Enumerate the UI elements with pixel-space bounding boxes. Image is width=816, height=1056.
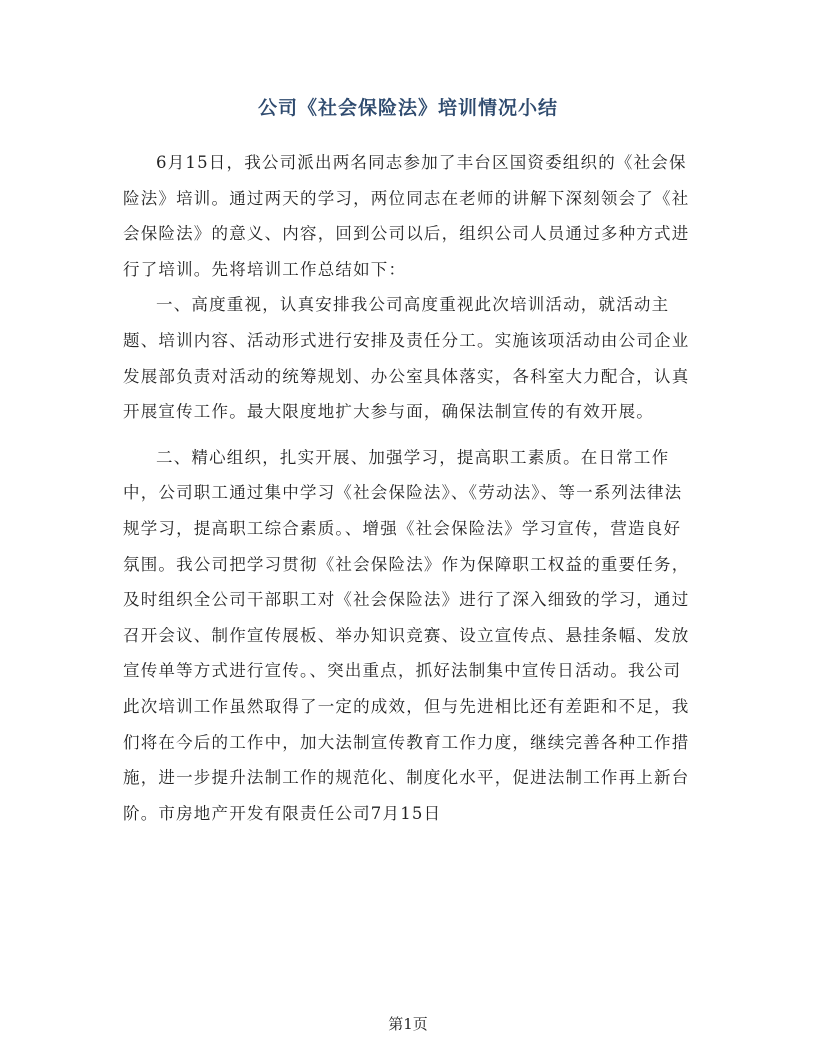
page-number: 第1页: [388, 1015, 428, 1033]
document-body: [123, 145, 698, 831]
paragraph-intro: 6月15日，我公司派出两名同志参加了丰台区国资委组织的《社会保险法》培训。通过两天的学习，两位同志在老师的讲解下深刻领会了《社会保险法》的意义、内容，回到公司以后，组织公司人员通过多种方式进行了培训。先将培训工作总结如下：: [123, 153, 690, 279]
document-title: 公司《社会保险法》培训情况小结: [257, 97, 558, 119]
paragraph-section-2: 二、精心组织，扎实开展、加强学习，提高职工素质。在日常工作中，公司职工通过集中学习《社会保险法》、《劳动法》、等一系列法律法规学习，提高职工综合素质。、增强《社会保险法》学习宣传，营造良好氛围。我公司把学习贯彻《社会保险法》作为保障职工权益的重要任务，及时组织全公司干部职工对《社会保险法》进行了深入细致的学习，通过召开会议、制作宣传展板、举办知识竞赛、设立宣传点、悬挂条幅、发放宣传单等方式进行宣传。、突出重点，抓好法制集中宣传日活动。我公司此次培训工作虽然取得了一定的成效，但与先进相比还有差距和不足，我们将在今后的工作中，加大法制宣传教育工作力度，继续完善各种工作措施，进一步提升法制工作的规范化、制度化水平，促进法制工作再上新台阶。市房地产开发有限责任公司7月15日: [123, 447, 690, 823]
paragraph-section-1: 一、高度重视，认真安排我公司高度重视此次培训活动，就活动主题、培训内容、活动形式进行安排及责任分工。实施该项活动由公司企业发展部负责对活动的统筹规划、办公室具体落实，各科室大力配合，认真开展宣传工作。最大限度地扩大参与面，确保法制宣传的有效开展。: [123, 295, 690, 422]
